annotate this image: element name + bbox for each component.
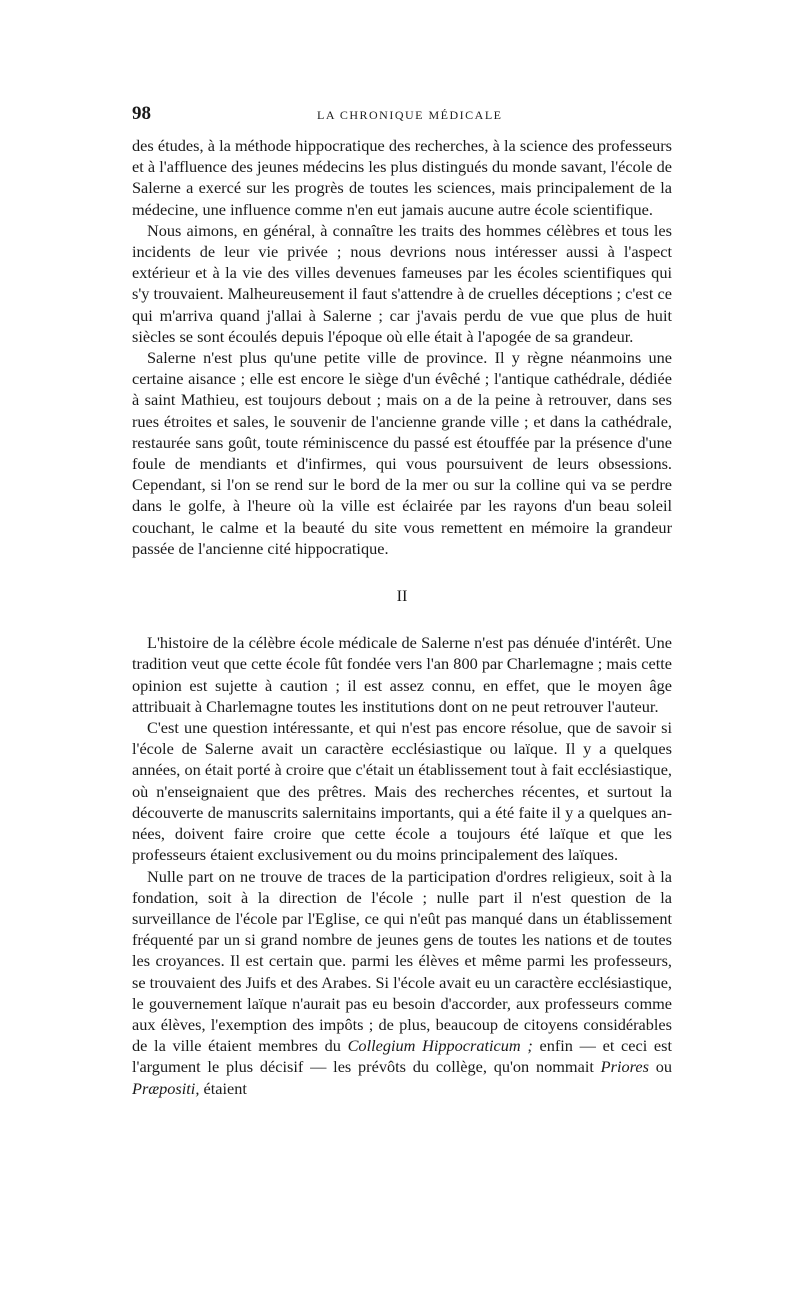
- priores-italic: Priores: [600, 1057, 649, 1077]
- section-heading: II: [396, 586, 408, 606]
- paragraph-6-text-a: Nulle part on ne trouve de traces de la participation d'ordres religieux, soit à la fondation, soit à la direction de l'école ; nulle part il n'est question de la surveillance de l'école par l'Eglise, ce qui n'eût pas manqué dans un établissement fréquenté par un si grand nombre de jeunes gens de toutes les nations et de toutes les croyances. Il est certain que. parmi les élèves et même parmi les professeurs, se trouvaient des Juifs et des Arabes. Si l'école avait eu un caractère ecclésiastique, le gouvernement laïque n'aurait pas eu besoin d'accorder, aux professeurs comme aux élèves, l'exemption des impôts ; de plus, beaucoup de citoyens considérables de la ville étaient membres du: [132, 866, 672, 1056]
- collegium-italic: Collegium Hippocraticum ;: [347, 1036, 533, 1056]
- paragraph-2: Nous aimons, en général, à connaître les traits des hommes célèbres et tous les incidents de leur vie privée ; nous devrions nous intéresser aussi à l'aspect extérieur et à la vie des villes devenues fameuses par les écoles scientifiques qui s'y trouvaient. Malheureusement il faut s'attendre à de cruelles déceptions ; c'est ce qui m'arriva quand j'allai à Salerne ; car j'avais perdu de vue que plus de huit siècles se sont écoulés depuis l'époque où elle était à l'apogée de sa grandeur.: [132, 220, 672, 346]
- running-title: LA CHRONIQUE MÉDICALE: [317, 108, 503, 122]
- paragraph-3: Salerne n'est plus qu'une petite ville de province. Il y règne néanmoins une certaine aisance ; elle est encore le siège d'un évêché ; l'antique cathédrale, dédiée à saint Mathieu, est toujours debout ; mais on a de la peine à retrouver, dans ses rues étroites et sales, le souvenir de l'ancienne grande ville ; et dans la cathédrale, restaurée sans goût, toute réminiscence du passé est étouffée par la présence d'une foule de mendiants et d'infirmes, qui vous poursuivent de leurs obsessions. Cependant, si l'on se rend sur le bord de la mer ou sur la colline qui va se perdre dans le golfe, à l'heure où la ville est éclairée par les rayons d'un beau soleil couchant, le calme et la beauté du site vous remettent en mémoire la grandeur passée de l'ancienne cité hippocratique.: [132, 348, 672, 558]
- paragraph-1: des études, à la méthode hippocratique des recherches, à la science des professeurs et à l'affluence des jeunes médecins les plus distingués du monde savant, l'école de Salerne a exercé sur les progrès de toutes les sciences, mais principalement de la médecine, une influence comme n'en eut jamais aucune autre école scientifique.: [132, 136, 672, 219]
- praepositi-italic: Præpositi,: [132, 1078, 200, 1098]
- paragraph-5: C'est une question intéressante, et qui n'est pas encore résolue, que de savoir si l'école de Salerne avait un caractère ecclésiastique ou laïque. Il y a quelques années, on était porté à croire que c'était un établissement tout à fait ecclésiastique, où n'enseignaient que des prêtres. Mais des recherches récentes, et surtout la découverte de manuscrits salernitains importants, qui a été faite il y a quelques années, doivent faire croire que cette école a toujours été laïque et que les professeurs étaient exclusivement ou du moins principalement des laïques.: [132, 718, 672, 865]
- page-header: [132, 103, 672, 133]
- page-number: 98: [132, 103, 151, 124]
- paragraph-6: [132, 866, 672, 1099]
- body-text: [132, 135, 672, 1099]
- paragraph-6-text-d: étaient: [199, 1078, 247, 1098]
- paragraph-4: L'histoire de la célèbre école médicale de Salerne n'est pas dénuée d'intérêt. Une tradition veut que cette école fût fondée vers l'an 800 par Charlemagne ; mais cette opinion est sujette à caution ; il est assez connu, en effet, que le moyen âge attribuait à Charlemagne toutes les institutions dont on ne peut retrouver l'auteur.: [132, 633, 672, 716]
- paragraph-6-text-c: ou: [648, 1057, 672, 1077]
- paragraph-6-text-b: enfin — et ceci est l'argument le plus décisif — les prévôts du collège, qu'on nommait: [132, 1036, 673, 1077]
